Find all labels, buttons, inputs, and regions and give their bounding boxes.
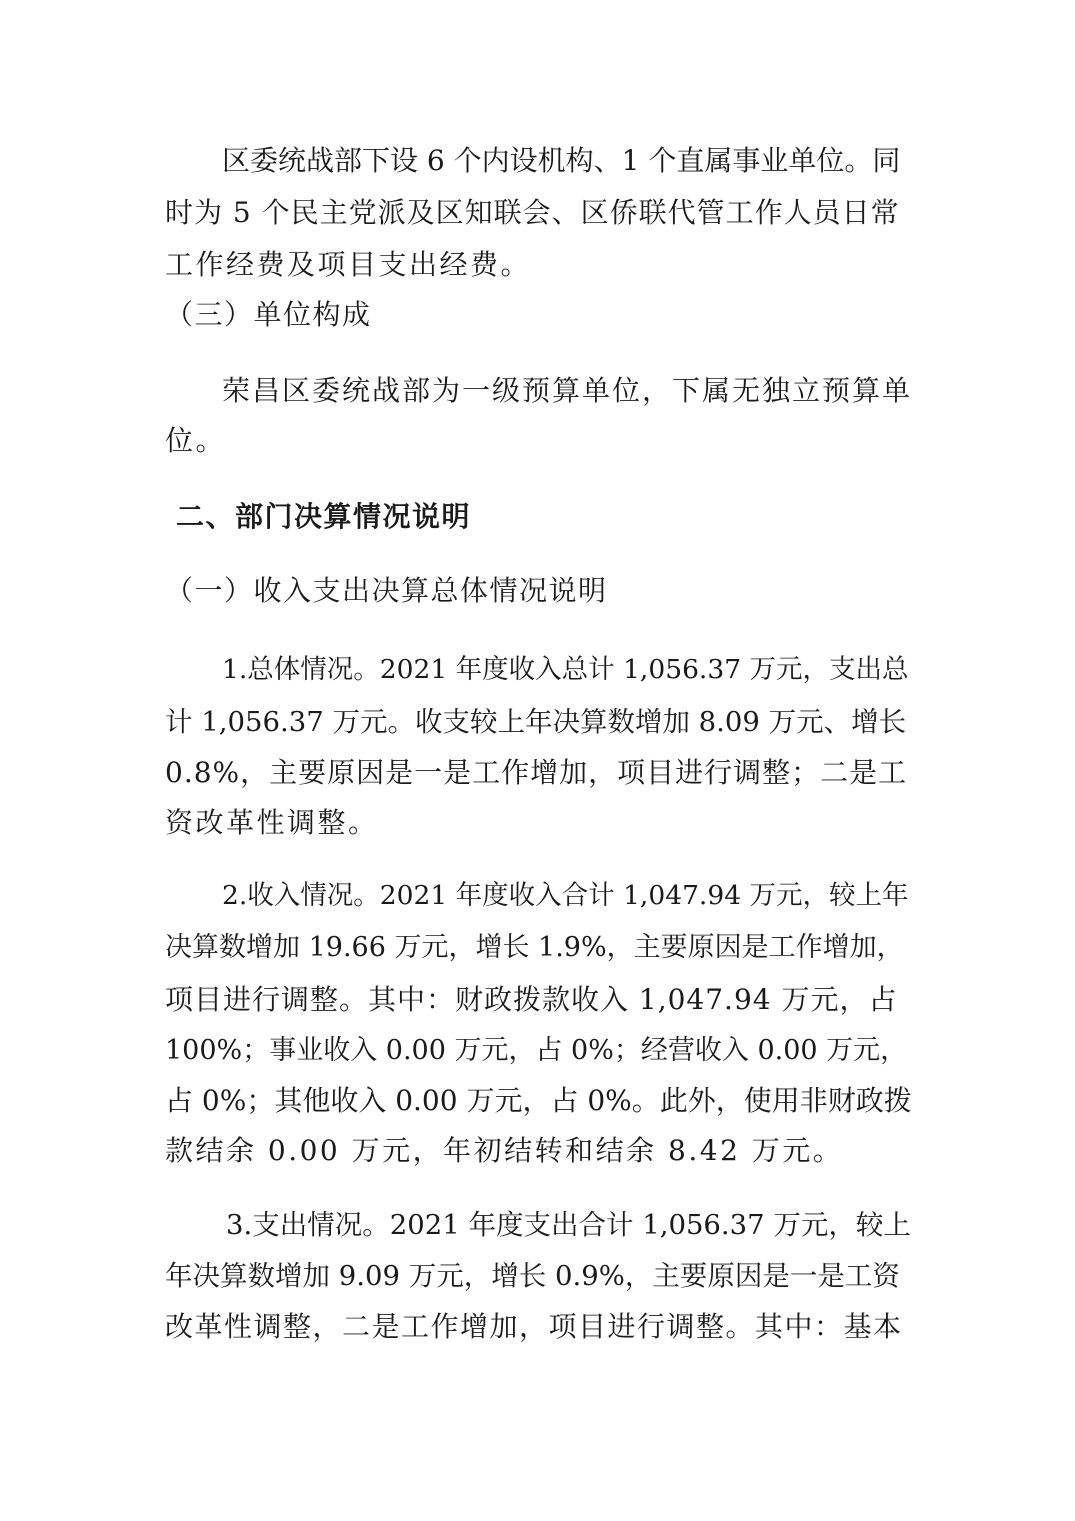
paragraph-line: 荣昌区委统战部为一级预算单位，下属无独立预算单 <box>222 374 913 407</box>
subsection-heading-income-expenditure: （一）收入支出决算总体情况说明 <box>165 574 608 607</box>
paragraph-line: 2.收入情况。2021 年度收入合计 1,047.94 万元，较上年 <box>222 880 909 911</box>
paragraph-line: 位。 <box>165 424 227 457</box>
paragraph-line: 3.支出情况。2021 年度支出合计 1,056.37 万元，较上 <box>226 1209 911 1241</box>
paragraph-line: 决算数增加 19.66 万元，增长 1.9%，主要原因是工作增加， <box>165 932 904 963</box>
paragraph-line: 1.总体情况。2021 年度收入总计 1,056.37 万元，支出总 <box>222 654 909 685</box>
paragraph-line: 计 1,056.37 万元。收支较上年决算数增加 8.09 万元、增长 <box>165 706 907 738</box>
paragraph-line: 时为 5 个民主党派及区知联会、区侨联代管工作人员日常 <box>165 196 900 229</box>
paragraph-line: 资改革性调整。 <box>165 806 379 839</box>
section-heading-unit-composition: （三）单位构成 <box>165 298 372 331</box>
paragraph-line: 占 0%；其他收入 0.00 万元，占 0%。此外，使用非财政拨 <box>165 1084 912 1117</box>
section-heading-final-accounts: 二、部门决算情况说明 <box>176 500 472 533</box>
paragraph-line: 100%；事业收入 0.00 万元，占 0%；经营收入 0.00 万元， <box>165 1035 908 1066</box>
paragraph-line: 项目进行调整。其中：财政拨款收入 1,047.94 万元，占 <box>165 983 898 1016</box>
paragraph-line: 工作经费及项目支出经费。 <box>165 248 532 281</box>
paragraph-line: 改革性调整，二是工作增加，项目进行调整。其中：基本 <box>165 1310 903 1343</box>
paragraph-line: 款结余 0.00 万元，年初结转和结余 8.42 万元。 <box>165 1134 844 1167</box>
paragraph-line: 区委统战部下设 6 个内设机构、1 个直属事业单位。同 <box>222 144 901 177</box>
paragraph-line: 年决算数增加 9.09 万元，增长 0.9%，主要原因是一是工资 <box>165 1260 900 1292</box>
paragraph-line: 0.8%，主要原因是一是工作增加，项目进行调整；二是工 <box>165 756 908 789</box>
